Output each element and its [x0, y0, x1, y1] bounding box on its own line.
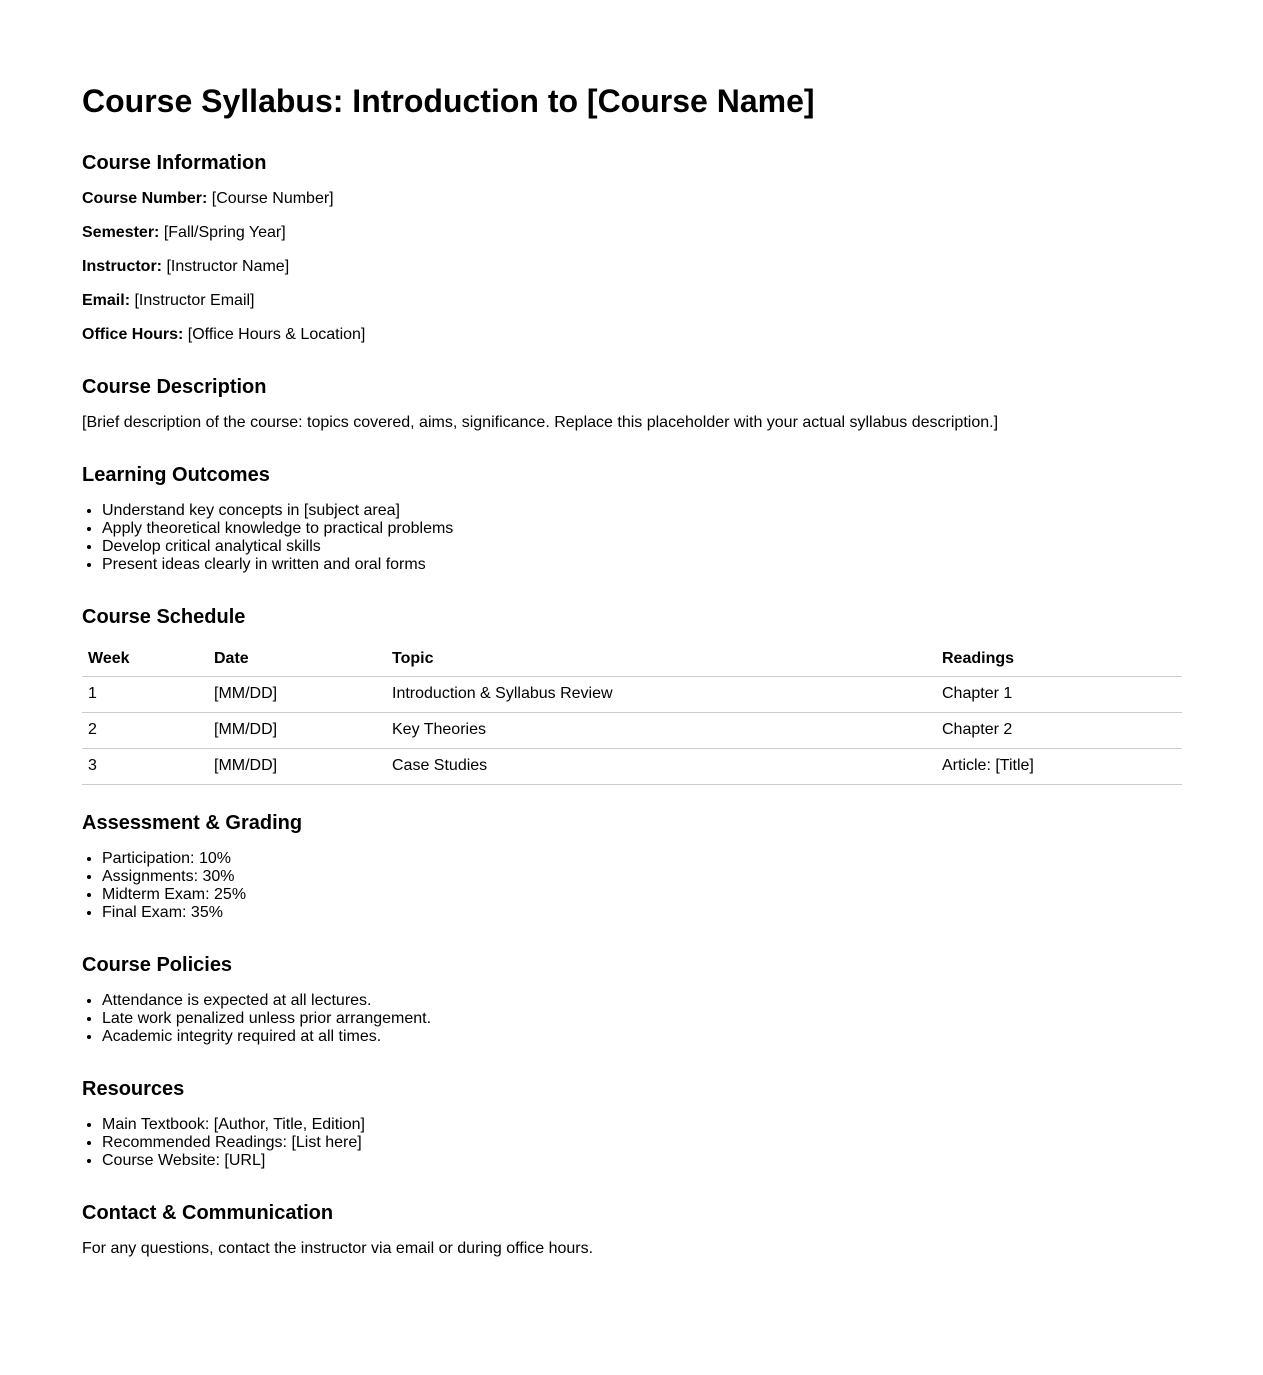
info-label: Instructor:: [82, 258, 162, 275]
contact-text: For any questions, contact the instructor via email or during office hours.: [82, 1240, 594, 1257]
list-item: • Main Textbook: [Author, Title, Edition]: [102, 1116, 365, 1134]
contact-heading: Contact & Communication: [82, 1202, 334, 1224]
schedule-table: [82, 640, 1182, 785]
table-row: [82, 713, 1182, 749]
list-item: • Assignments: 30%: [102, 868, 246, 886]
learning-outcomes-list: [82, 502, 453, 574]
column-header-week: Week: [82, 640, 208, 677]
course-description-heading: Course Description: [82, 376, 267, 398]
info-value: [Instructor Email]: [130, 292, 255, 309]
list-item: • Attendance is expected at all lectures.: [102, 992, 431, 1010]
course-policies-heading: Course Policies: [82, 954, 233, 976]
assessment-list: [82, 850, 246, 922]
info-value: [Course Number]: [207, 190, 334, 207]
info-semester: [82, 224, 286, 242]
list-item: • Recommended Readings: [List here]: [102, 1134, 365, 1152]
list-item: • Final Exam: 35%: [102, 904, 246, 922]
table-header-row: [82, 640, 1182, 677]
info-email: [82, 292, 255, 310]
info-label: Course Number:: [82, 190, 208, 207]
cell-date: [MM/DD]: [208, 749, 386, 785]
list-item: • Midterm Exam: 25%: [102, 886, 246, 904]
column-header-topic: Topic: [386, 640, 936, 677]
cell-readings: Article: [Title]: [936, 749, 1182, 785]
table-row: [82, 677, 1182, 713]
info-label: Email:: [82, 292, 131, 309]
cell-readings: Chapter 1: [936, 677, 1182, 713]
cell-week: 3: [82, 749, 208, 785]
info-label: Semester:: [82, 224, 160, 241]
column-header-readings: Readings: [936, 640, 1182, 677]
cell-topic: Introduction & Syllabus Review: [386, 677, 936, 713]
course-policies-list: [82, 992, 431, 1046]
cell-topic: Key Theories: [386, 713, 936, 749]
table-row: [82, 749, 1182, 785]
course-description-text: [Brief description of the course: topics covered, aims, significance. Replace this placeholder with your actual syllabus description.]: [82, 414, 999, 431]
info-instructor: [82, 258, 289, 276]
page-title: Course Syllabus: Introduction to [Course Name]: [82, 83, 815, 119]
resources-heading: Resources: [82, 1078, 185, 1100]
learning-outcomes-heading: Learning Outcomes: [82, 464, 270, 486]
list-item: • Present ideas clearly in written and oral forms: [102, 556, 453, 574]
info-office-hours: [82, 326, 365, 344]
cell-week: 1: [82, 677, 208, 713]
cell-date: [MM/DD]: [208, 713, 386, 749]
assessment-heading: Assessment & Grading: [82, 812, 303, 834]
info-value: [Office Hours & Location]: [183, 326, 366, 343]
column-header-date: Date: [208, 640, 386, 677]
list-item: • Develop critical analytical skills: [102, 538, 453, 556]
info-course-number: [82, 190, 334, 208]
list-item: • Late work penalized unless prior arrangement.: [102, 1010, 431, 1028]
cell-date: [MM/DD]: [208, 677, 386, 713]
info-value: [Fall/Spring Year]: [159, 224, 286, 241]
info-value: [Instructor Name]: [162, 258, 290, 275]
list-item: • Understand key concepts in [subject area]: [102, 502, 453, 520]
list-item: • Participation: 10%: [102, 850, 246, 868]
cell-topic: Case Studies: [386, 749, 936, 785]
course-information-heading: Course Information: [82, 152, 267, 174]
list-item: • Academic integrity required at all times.: [102, 1028, 431, 1046]
cell-readings: Chapter 2: [936, 713, 1182, 749]
info-label: Office Hours:: [82, 326, 184, 343]
list-item: • Course Website: [URL]: [102, 1152, 365, 1170]
course-schedule-heading: Course Schedule: [82, 606, 246, 628]
list-item: • Apply theoretical knowledge to practical problems: [102, 520, 453, 538]
cell-week: 2: [82, 713, 208, 749]
resources-list: [82, 1116, 365, 1170]
